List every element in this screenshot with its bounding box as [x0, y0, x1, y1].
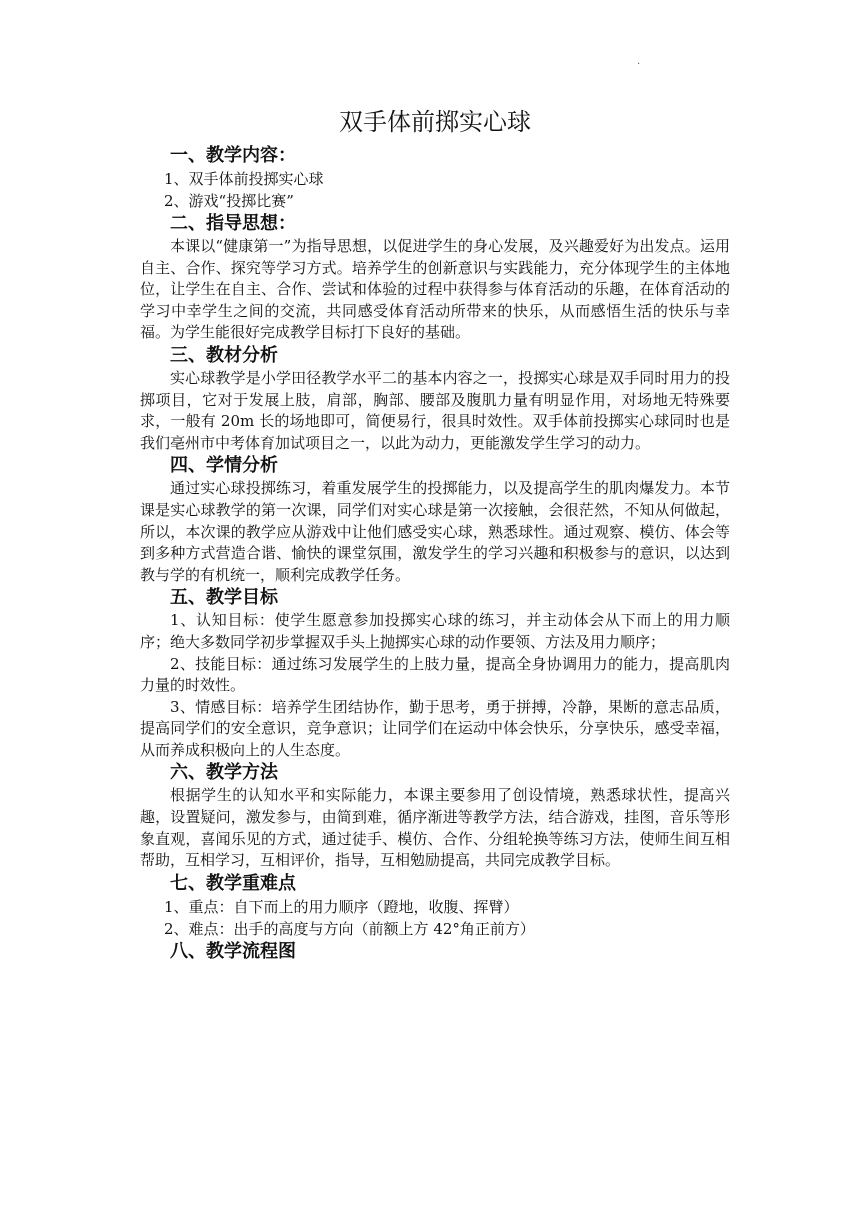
section-key-points: [140, 872, 730, 940]
paragraph: 本课以“健康第一”为指导思想，以促进学生的身心发展，及兴趣爱好为出发点。运用自主、合作、探究等学习方式。培养学生的创新意识与实践能力，充分体现学生的主体地位，让学生在自主、合作、尝试和体验的过程中获得参与体育活动的乐趣，在体育活动的学习中幸学生之间的交流，共同感受体育活动所带来的快乐，从而感悟生活的快乐与幸福。为学生能很好完成教学目标打下良好的基础。: [140, 237, 730, 342]
section-flowchart: [140, 940, 730, 964]
section-teaching-methods: [140, 761, 730, 871]
list-item: 1、重点：自下而上的用力顺序（蹬地，收腹、挥臂）: [164, 897, 519, 916]
paragraph: 根据学生的认知水平和实际能力，本课主要参用了创设情境，熟悉球状性，提高兴趣，设置疑问，激发参与，由简到难，循序渐进等教学方法，结合游戏，挂图，音乐等形象直观，喜闻乐见的方式，通过徒手、模仿、合作、分组轮换等练习方法，使师生间互相帮助，互相学习，互相评价，指导，互相勉励提高，共同完成教学目标。: [140, 786, 730, 870]
section-heading: 五、教学目标: [170, 587, 278, 609]
section-teaching-objectives: [140, 586, 730, 761]
document-title: 双手体前掷实心球: [339, 108, 531, 136]
section-heading: 二、指导思想：: [170, 213, 296, 234]
section-heading: 八、教学流程图: [170, 940, 296, 962]
list-item: 2、难点：出手的高度与方向（前额上方 42°角正前方）: [164, 919, 535, 938]
list-item: 2、游戏“投掷比赛”: [164, 192, 294, 210]
section-heading: 一、教学内容：: [170, 145, 296, 166]
section-heading: 七、教学重难点: [170, 872, 296, 894]
section-teaching-content: [140, 144, 730, 212]
section-heading: 六、教学方法: [170, 762, 278, 784]
section-heading: 四、学情分析: [170, 455, 278, 477]
paragraph: 3、情感目标：培养学生团结协作，勤于思考，勇于拼搏，冷静，果断的意志品质，提高同学们的安全意识，竞争意识；让同学们在运动中体会快乐，分享快乐，感受幸福，从而养成积极向上的人生态度。: [140, 697, 730, 759]
section-student-analysis: [140, 454, 730, 586]
paragraph: 1、认知目标：使学生愿意参加投掷实心球的练习，并主动体会从下而上的用力顺序；绝大多数同学初步掌握双手头上抛掷实心球的动作要领、方法及用力顺序；: [140, 611, 730, 651]
section-material-analysis: [140, 344, 730, 454]
paragraph: 实心球教学是小学田径教学水平二的基本内容之一，投掷实心球是双手同时用力的投掷项目，它对于发展上肢，肩部，胸部、腰部及腹肌力量有明显作用，对场地无特殊要求，一般有 20m 长的场地即可，简便易行，很具时效性。双手体前投掷实心球同时也是我们亳州市中考体育加试项目之一，以此为动力，更能激发学生学习的动力。: [140, 368, 730, 452]
page-corner-mark: .: [637, 56, 641, 67]
section-guiding-ideology: [140, 212, 730, 344]
document-page: [140, 100, 730, 964]
paragraph: 通过实心球投掷练习，着重发展学生的投掷能力，以及提高学生的肌肉爆发力。本节课是实心球教学的第一次课，同学们对实心球是第一次接触，会很茫然，不知从何做起，所以，本次课的教学应从游戏中让他们感受实心球，熟悉球性。通过观察、模仿、体会等到多种方式营造合谐、愉快的课堂氛围，激发学生的学习兴趣和积极参与的意识，以达到教与学的有机统一，顺利完成教学任务。: [140, 479, 730, 584]
paragraph: 2、技能目标：通过练习发展学生的上肢力量，提高全身协调用力的能力，提高肌肉力量的时效性。: [140, 654, 730, 695]
section-heading: 三、教材分析: [170, 344, 278, 366]
list-item: 1、双手体前投掷实心球: [164, 170, 324, 188]
